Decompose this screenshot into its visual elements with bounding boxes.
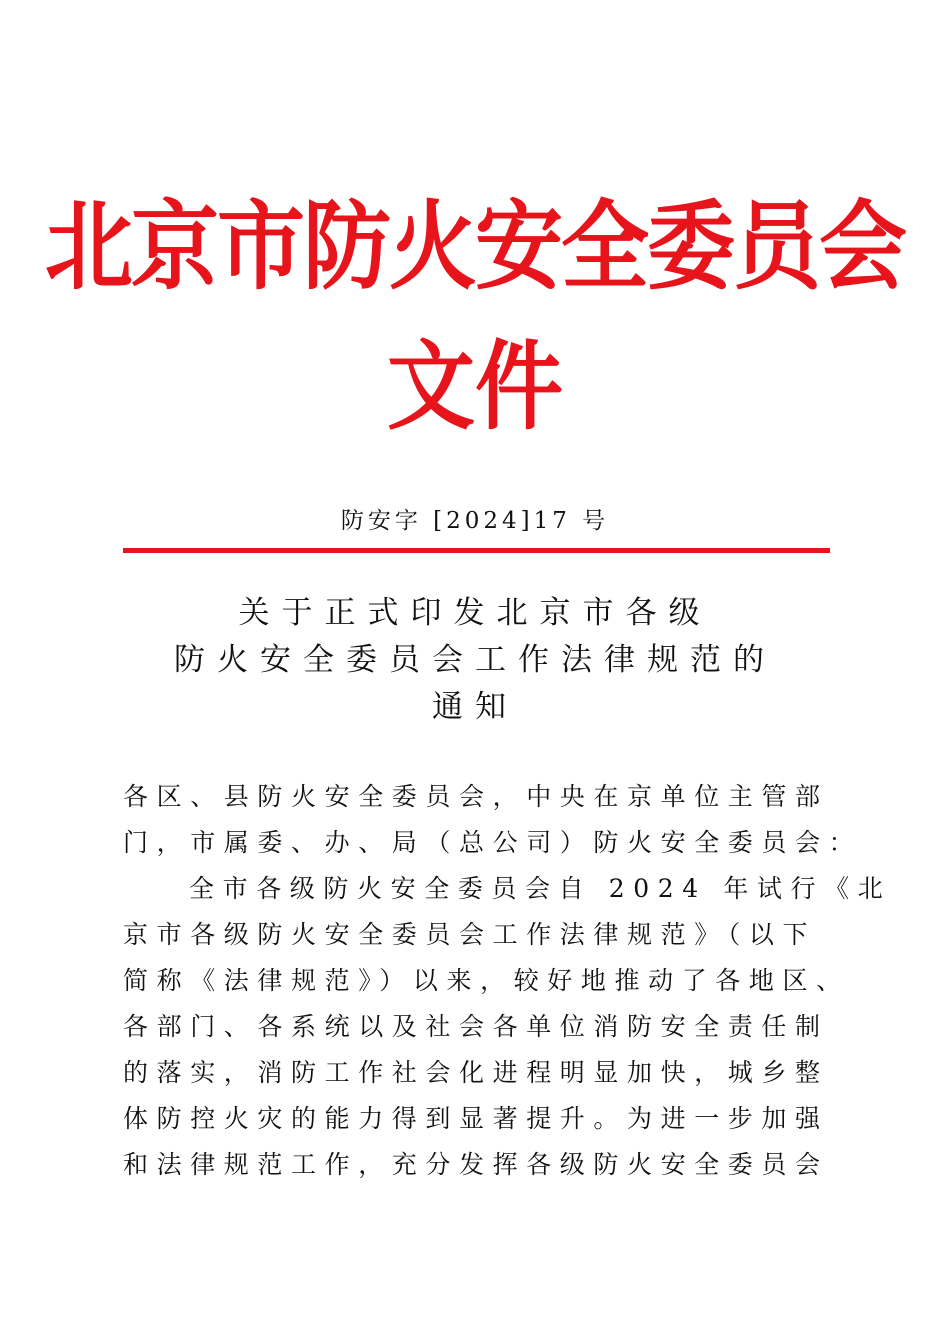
header-org-name: 北京市防火安全委员会 [44,189,905,304]
document-number: 防安字 [2024]17 号 [340,508,610,534]
body-line: 和法律规范工作，充分发挥各级防火安全委员会 [123,1150,829,1179]
red-divider-line [123,548,830,553]
body-line: 全市各级防火安全委员会自 2024 年试行《北 [189,874,892,903]
body-line: 的落实，消防工作社会化进程明显加快，城乡整 [123,1058,829,1087]
body-line: 各部门、各系统以及社会各单位消防安全责任制 [123,1012,829,1041]
body-line: 体防控火灾的能力得到显著提升。为进一步加强 [123,1104,829,1133]
body-line: 各区、县防火安全委员会，中央在京单位主管部 [123,782,829,811]
notice-title-line: 通知 [432,689,518,725]
notice-title-line: 关于正式印发北京市各级 [238,595,712,631]
notice-title-line: 防火安全委员会工作法律规范的 [174,642,776,678]
notice-title [0,590,950,731]
body-text [123,774,892,1188]
body-line: 京市各级防火安全委员会工作法律规范》（以下 [123,920,817,949]
header-doc-type: 文件 [386,329,563,444]
body-line: 门，市属委、办、局（总公司）防火安全委员会： [123,828,863,857]
body-line: 简称《法律规范》）以来，较好地推动了各地区、 [123,966,850,995]
